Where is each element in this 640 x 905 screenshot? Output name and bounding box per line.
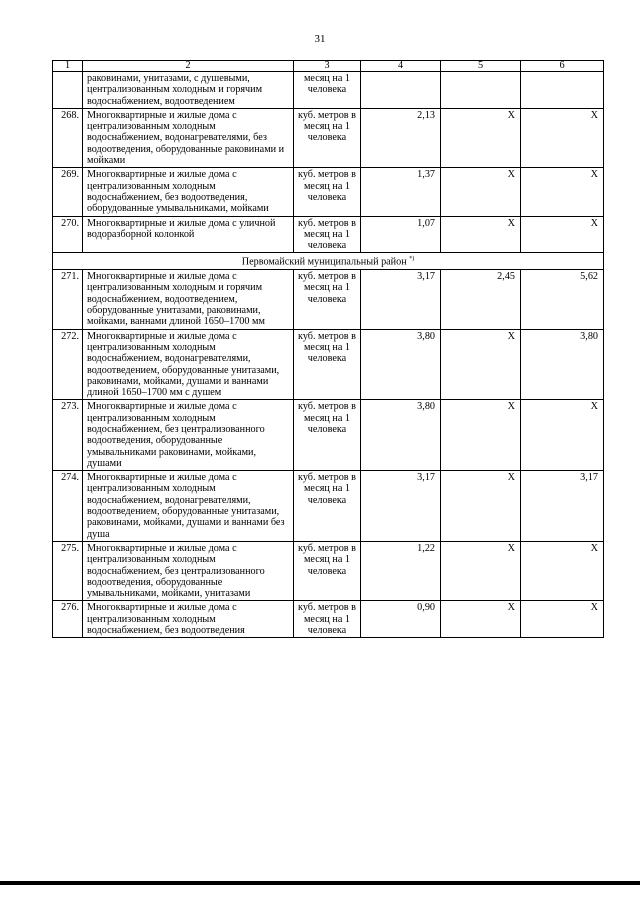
row-value-col6: 3,17 (521, 471, 604, 542)
row-value-col4: 3,80 (361, 329, 441, 400)
row-description: Многоквартирные и жилые дома с централизованным холодным водоснабжением, водонагревателями, без водоотведения, оборудованные раковинами и мойками (83, 108, 294, 167)
header-cell: 6 (521, 61, 604, 72)
bottom-rule (0, 881, 640, 885)
row-value-col5: Х (441, 471, 521, 542)
header-cell: 2 (83, 61, 294, 72)
row-value-col6: Х (521, 168, 604, 216)
row-value-col5: Х (441, 329, 521, 400)
row-description: Многоквартирные и жилые дома с централизованным холодным водоснабжением, водонагревателями, водоотведением, оборудованные унитазами, раковинами, мойками, душами и ваннами без душа (83, 471, 294, 542)
table-row (53, 329, 604, 400)
row-value-col6: Х (521, 601, 604, 638)
row-description: Многоквартирные и жилые дома с централизованным холодным водоснабжением, без централизованного водоотведения, оборудованные умывальниками раковинами, мойками, душами (83, 400, 294, 471)
row-value-col5: Х (441, 168, 521, 216)
table-row (53, 72, 604, 109)
row-value-col4: 1,22 (361, 541, 441, 600)
row-number: 268. (53, 108, 83, 167)
row-unit: куб. метров в месяц на 1 человека (294, 216, 361, 253)
row-description: Многоквартирные и жилые дома с централизованным холодным водоснабжением, без водоотведения, оборудованные умывальниками, мойками (83, 168, 294, 216)
row-value-col6: Х (521, 400, 604, 471)
row-number: 271. (53, 270, 83, 329)
row-number: 275. (53, 541, 83, 600)
section-row (53, 253, 604, 270)
row-number: 270. (53, 216, 83, 253)
row-value-col6: Х (521, 108, 604, 167)
row-value-col4: 3,17 (361, 270, 441, 329)
table-row (53, 471, 604, 542)
row-description: Многоквартирные и жилые дома с централизованным холодным водоснабжением, водонагревателями, водоотведением, оборудованные унитазами, раковинами, мойками, душами и ваннами длиной 1650–1700 мм с душем (83, 329, 294, 400)
table-row (53, 216, 604, 253)
row-number (53, 72, 83, 109)
row-value-col4: 1,37 (361, 168, 441, 216)
row-value-col4 (361, 72, 441, 109)
row-number: 273. (53, 400, 83, 471)
row-value-col5: Х (441, 541, 521, 600)
row-value-col6 (521, 72, 604, 109)
row-value-col5: 2,45 (441, 270, 521, 329)
row-value-col5: Х (441, 400, 521, 471)
table-row (53, 601, 604, 638)
table-row (53, 541, 604, 600)
row-description: раковинами, унитазами, с душевыми, централизованным холодным и горячим водоснабжением, водоотведением (83, 72, 294, 109)
row-value-col5: Х (441, 108, 521, 167)
row-value-col4: 3,17 (361, 471, 441, 542)
header-cell: 1 (53, 61, 83, 72)
row-value-col6: Х (521, 541, 604, 600)
row-value-col5 (441, 72, 521, 109)
header-cell: 3 (294, 61, 361, 72)
row-value-col4: 3,80 (361, 400, 441, 471)
row-unit: месяц на 1 человека (294, 72, 361, 109)
table-row (53, 400, 604, 471)
row-unit: куб. метров в месяц на 1 человека (294, 601, 361, 638)
row-unit: куб. метров в месяц на 1 человека (294, 329, 361, 400)
row-number: 274. (53, 471, 83, 542)
row-value-col5: Х (441, 216, 521, 253)
header-cell: 5 (441, 61, 521, 72)
row-description: Многоквартирные и жилые дома с централизованным холодным водоснабжением, без централизованного водоотведения, оборудованные умывальниками, мойками, унитазами (83, 541, 294, 600)
row-unit: куб. метров в месяц на 1 человека (294, 541, 361, 600)
row-unit: куб. метров в месяц на 1 человека (294, 270, 361, 329)
header-row (53, 61, 604, 72)
table-row (53, 108, 604, 167)
row-value-col5: Х (441, 601, 521, 638)
row-unit: куб. метров в месяц на 1 человека (294, 471, 361, 542)
row-unit: куб. метров в месяц на 1 человека (294, 108, 361, 167)
row-value-col4: 2,13 (361, 108, 441, 167)
row-description: Многоквартирные и жилые дома с централизованным холодным водоснабжением, без водоотведения (83, 601, 294, 638)
table-row (53, 270, 604, 329)
row-description: Многоквартирные и жилые дома с централизованным холодным и горячим водоснабжением, водоотведением, оборудованные унитазами, раковинами, мойками, ваннами длиной 1650–1700 мм (83, 270, 294, 329)
row-description: Многоквартирные и жилые дома с уличной водоразборной колонкой (83, 216, 294, 253)
row-value-col6: 3,80 (521, 329, 604, 400)
row-value-col4: 0,90 (361, 601, 441, 638)
row-value-col4: 1,07 (361, 216, 441, 253)
table-row (53, 168, 604, 216)
row-value-col6: 5,62 (521, 270, 604, 329)
page-number: 31 (314, 33, 326, 45)
section-footnote-mark: *) (409, 256, 415, 263)
row-value-col6: Х (521, 216, 604, 253)
row-unit: куб. метров в месяц на 1 человека (294, 400, 361, 471)
header-cell: 4 (361, 61, 441, 72)
section-title: Первомайский муниципальный район *) (53, 253, 604, 270)
row-number: 276. (53, 601, 83, 638)
row-unit: куб. метров в месяц на 1 человека (294, 168, 361, 216)
norms-table (52, 60, 604, 638)
row-number: 272. (53, 329, 83, 400)
row-number: 269. (53, 168, 83, 216)
